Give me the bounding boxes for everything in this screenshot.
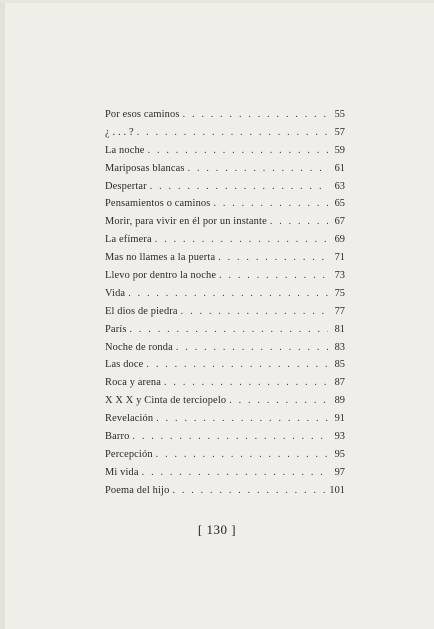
toc-entry-page: 75 bbox=[334, 287, 345, 299]
toc-entry bbox=[105, 428, 345, 446]
dot-leader bbox=[183, 106, 328, 124]
toc-entry-title: Mariposas blancas bbox=[105, 162, 185, 174]
toc-entry bbox=[105, 303, 345, 321]
toc-entry bbox=[105, 321, 345, 339]
toc-entry-title: Mi vida bbox=[105, 466, 139, 478]
toc-entry bbox=[105, 231, 345, 249]
toc-entry-page: 59 bbox=[334, 144, 345, 156]
toc-entry-page: 63 bbox=[334, 180, 345, 192]
toc-entry-title: Llevo por dentro la noche bbox=[105, 270, 217, 282]
dot-leader bbox=[218, 249, 328, 267]
toc-entry-title: Vida bbox=[105, 287, 126, 299]
page-number: [ 130 ] bbox=[197, 522, 237, 537]
dot-leader bbox=[229, 392, 328, 410]
dot-leader bbox=[146, 356, 328, 374]
toc-entry bbox=[105, 410, 345, 428]
toc-entry bbox=[105, 267, 345, 285]
dot-leader bbox=[148, 142, 328, 160]
toc-entry bbox=[105, 195, 345, 213]
toc-entry-title: Por esos caminos bbox=[105, 109, 180, 120]
dot-leader bbox=[181, 303, 328, 321]
toc-entry bbox=[105, 339, 345, 357]
dot-leader bbox=[150, 178, 328, 196]
toc-entry bbox=[105, 178, 345, 196]
dot-leader bbox=[219, 267, 328, 285]
dot-leader bbox=[155, 231, 328, 249]
toc-entry-title: El dios de piedra bbox=[105, 305, 178, 317]
toc-entry-page: 91 bbox=[334, 413, 345, 425]
toc-entry-page: 85 bbox=[334, 359, 345, 371]
toc-entry-page: 57 bbox=[334, 126, 345, 138]
toc-entry-title: Percepción bbox=[105, 448, 153, 460]
toc-entry bbox=[105, 464, 345, 482]
toc-entry bbox=[105, 160, 345, 178]
dot-leader bbox=[156, 446, 328, 464]
toc-entry-title: Barro bbox=[105, 431, 130, 443]
toc-entry-title: ¿ . . . ? bbox=[105, 126, 134, 138]
toc-entry-page: 101 bbox=[329, 484, 345, 496]
toc-entry-page: 87 bbox=[334, 377, 345, 389]
toc-entry bbox=[105, 142, 345, 160]
toc-entry bbox=[105, 482, 345, 500]
table-of-contents bbox=[105, 106, 345, 500]
toc-entry-title: Revelación bbox=[105, 413, 154, 425]
toc-entry-title: París bbox=[105, 323, 127, 335]
toc-entry-title: Mas no llames a la puerta bbox=[105, 252, 216, 264]
toc-entry-page: 65 bbox=[334, 198, 345, 210]
dot-leader bbox=[130, 321, 328, 339]
toc-entry-title: Despertar bbox=[105, 180, 147, 192]
toc-entry-title: Las doce bbox=[105, 359, 144, 371]
toc-entry-page: 55 bbox=[334, 109, 345, 120]
toc-entry-title: Morir, para vivir en él por un instante bbox=[105, 216, 267, 228]
toc-entry-title: Noche de ronda bbox=[105, 341, 173, 353]
toc-entry bbox=[105, 374, 345, 392]
toc-entry-page: 81 bbox=[334, 323, 345, 335]
page-edge-top bbox=[0, 0, 434, 3]
toc-entry bbox=[105, 285, 345, 303]
toc-entry-page: 89 bbox=[334, 395, 345, 407]
toc-entry bbox=[105, 106, 345, 124]
dot-leader bbox=[270, 213, 328, 231]
toc-entry-page: 97 bbox=[334, 466, 345, 478]
toc-entry-title: Pensamientos o caminos bbox=[105, 198, 211, 210]
dot-leader bbox=[156, 410, 328, 428]
dot-leader bbox=[213, 195, 328, 213]
dot-leader bbox=[188, 160, 328, 178]
dot-leader bbox=[128, 285, 328, 303]
dot-leader bbox=[142, 464, 328, 482]
toc-entry bbox=[105, 124, 345, 142]
dot-leader bbox=[176, 339, 328, 357]
toc-entry-title: X X X y Cinta de terciopelo bbox=[105, 395, 227, 407]
dot-leader bbox=[172, 482, 326, 500]
toc-entry-page: 69 bbox=[334, 234, 345, 246]
toc-entry-page: 67 bbox=[334, 216, 345, 228]
toc-entry-page: 73 bbox=[334, 270, 345, 282]
toc-entry-page: 95 bbox=[334, 448, 345, 460]
toc-entry-page: 83 bbox=[334, 341, 345, 353]
dot-leader bbox=[164, 374, 328, 392]
dot-leader bbox=[132, 428, 328, 446]
toc-entry-page: 61 bbox=[334, 162, 345, 174]
toc-entry-page: 93 bbox=[334, 431, 345, 443]
toc-entry bbox=[105, 356, 345, 374]
toc-entry-title: Roca y arena bbox=[105, 377, 162, 389]
toc-entry-page: 77 bbox=[334, 305, 345, 317]
toc-entry-title: La noche bbox=[105, 144, 145, 156]
toc-entry bbox=[105, 446, 345, 464]
toc-entry bbox=[105, 213, 345, 231]
toc-entry-title: Poema del hijo bbox=[105, 484, 170, 496]
dot-leader bbox=[137, 124, 328, 142]
toc-entry bbox=[105, 392, 345, 410]
toc-entry-title: La efímera bbox=[105, 234, 152, 246]
toc-entry bbox=[105, 249, 345, 267]
toc-entry-page: 71 bbox=[334, 252, 345, 264]
